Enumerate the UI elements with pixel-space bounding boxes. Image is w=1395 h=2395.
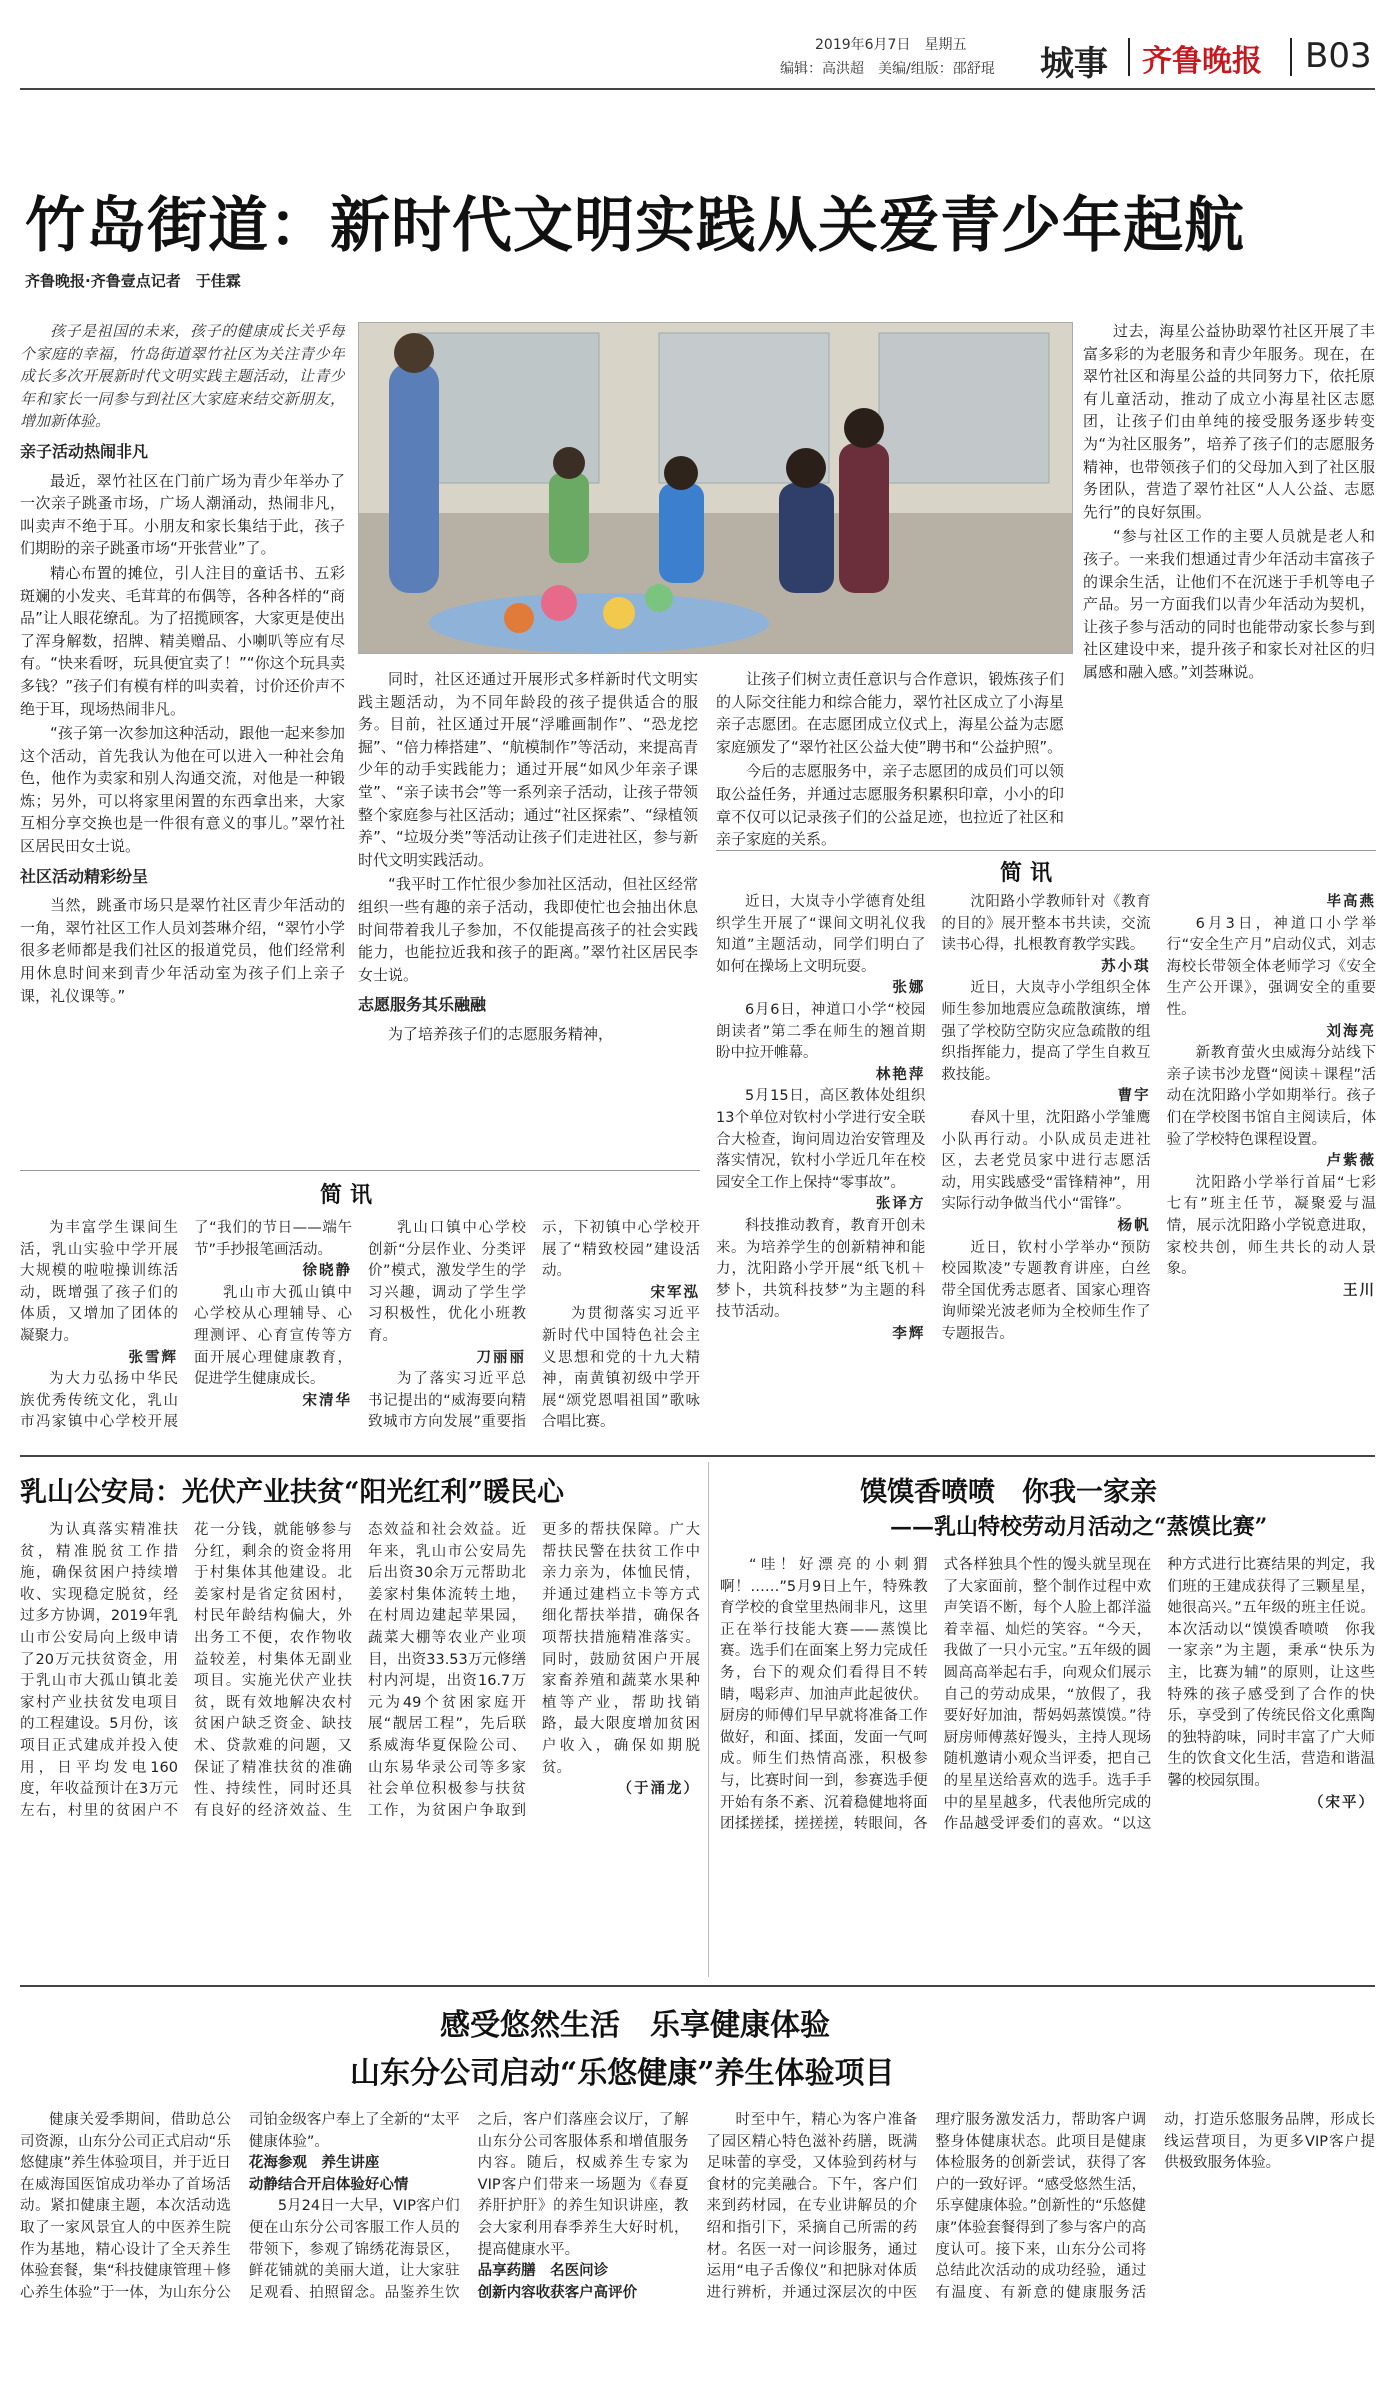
section-name: 城事 [1040, 44, 1108, 84]
brief-author: 李辉 [892, 1325, 926, 1342]
brief-author: 张译方 [875, 1196, 926, 1213]
brief-author: 宋清华 [302, 1392, 352, 1409]
brief-author: 徐晓静 [302, 1263, 352, 1280]
subheading: 花海参观 养生讲座 [248, 2155, 380, 2172]
paragraph: 过去，海星公益协助翠竹社区开展了丰富多彩的为老服务和青少年服务。现在，在翠竹社区和海星公益的共同努力下，依托原有儿童活动，推动了成立小海星社区志愿团，让孩子们由单纯的接受服务逐步转变为“为社区服务”，培养了孩子们的志愿服务精神，也带领孩子们的父母加入到了社区服务团队，营造了翠竹社区“人人公益、志愿先行”的良好氛围。 [1083, 322, 1375, 521]
editor-credit: 编辑：高洪超 美编/组版：邵舒琨 [780, 61, 995, 77]
brief-item: 近日，大岚寺小学德育处组织学生开展了“课间文明礼仪我知道”主题活动，同学们明白了如何在操场上文明玩耍。 [716, 894, 926, 975]
newspaper-logo: 齐鲁晚报 [1142, 44, 1262, 79]
paragraph: 同时，社区还通过开展形式多样新时代文明实践主题活动，为不同年龄段的孩子提供适合的服务。目前，社区通过开展“浮雕画制作”、“恐龙挖掘”、“倍力棒搭建”、“航模制作”等活动，来提高青少年的动手实践能力；通过开展“如风少年亲子课堂”、“亲子读书会”等一系列亲子活动，让孩子带领整个家庭参与社区活动；通过“社区探索”、“绿植领养”、“垃圾分类”等活动让孩子们走进社区，参与新时代文明实践活动。 [358, 670, 698, 869]
brief-author: 卢紫薇 [1326, 1153, 1376, 1170]
paragraph: 最近，翠竹社区在门前广场为青少年举办了一次亲子跳蚤市场，广场人潮涌动，热闹非凡，叫卖声不绝于耳。小朋友和家长集结于此，孩子们期盼的亲子跳蚤市场“开张营业”了。 [20, 471, 345, 558]
article-column-1 [20, 320, 345, 1170]
photo-illustration [359, 323, 1073, 654]
subheading: 创新内容收获客户高评价 [477, 2284, 638, 2301]
paragraph: 当然，跳蚤市场只是翠竹社区青少年活动的一角，翠竹社区工作人员刘荟琳介绍，“翠竹小学很多老师都是我们社区的报道党员，他们经常利用休息时间来到青少年活动室为孩子们上亲子课，礼仪课等。” [20, 896, 345, 1005]
paragraph: “参与社区工作的主要人员就是老人和孩子。一来我们想通过青少年活动丰富孩子的课余生活，让他们不在沉迷于手机等电子产品。另一方面我们以青少年活动为契机，让孩子参与活动的同时也能带动家长参与到社区建设中来，提升孩子和家长对社区的归属感和融入感。”刘荟琳说。 [1083, 527, 1375, 681]
brief-author: 刘海亮 [1326, 1023, 1376, 1040]
article-column-4 [1083, 320, 1375, 840]
paragraph: 为了培养孩子们的志愿服务精神， [388, 1024, 614, 1043]
subheading: 品享药膳 名医问诊 [477, 2263, 609, 2280]
header-divider [1128, 38, 1130, 76]
brief-author: 王川 [1342, 1282, 1376, 1299]
paragraph: 让孩子们树立责任意识与合作意识，锻炼孩子们的人际交往能力和综合能力，翠竹社区成立了小海星亲子志愿团。在志愿团成立仪式上，海星公益为志愿家庭颁发了“翠竹社区公益大使”聘书和“公益护照”。 [716, 670, 1064, 756]
paragraph: “孩子第一次参加这种活动，跟他一起来参加这个活动，首先我认为他在可以进入一种社会角色，他作为卖家和别人沟通交流，对他是一种锻炼；另外，可以将家里闲置的东西拿出来，大家互相分享交换也是一件很有意义的事儿。”翠竹社区居民田女士说。 [20, 724, 345, 856]
paragraph: “哇！好漂亮的小刺猬啊！……”5月9日上午，特殊教育学校的食堂里热闹非凡，这里正在举行技能大赛——蒸馍比赛。选手们在面案上努力完成任务，台下的观众们看得目不转睛，喝彩声、加油声此起彼伏。厨房的师傅们早早就将准备工作做好，和面、揉面，发面一气呵成。师生们热情高涨，积极参与，比赛时间一到，参赛选手便开始有条不紊、沉着稳健地将面团揉搓揉，搓搓搓，转眼间，各式各样独具个性的馒头就呈现在了大家面前，整个制作过程中欢声笑语不断，每个人脸上都洋溢着幸福、灿烂的笑容。“今天，我做了一只小元宝。”五年级的圆圆高高举起右手，向观众们展示自己的劳动成果，“放假了，我要好好加油，帮妈妈蒸馍馍。”待厨房师傅蒸好馒头，主持人现场随机邀请小观众当评委，把自己的星星送给喜欢的选手。选手手中的星星越多，代表他所完成的作品越受评委们的喜欢。“以这种方式进行比赛结果的判定，我们班的王建成获得了三颗星星，她很高兴。”五年级的班主任说。本次活动以“馍馍香喷喷 你我一家亲”为主题，秉承“快乐为主，比赛为辅”的原则，让这些特殊的孩子感受到了合作的快乐，享受到了传统民俗文化熏陶的独特韵味，同时丰富了广大师生的饮食文化生活，营造和谐温馨的校园氛围。 [720, 1557, 1375, 1833]
article-column-2 [358, 668, 698, 1160]
brief-rule [20, 1170, 700, 1171]
brief-author: 毕高燕 [1326, 894, 1376, 910]
brief-author: 宋军泓 [650, 1284, 700, 1301]
brief-rule [716, 850, 1376, 851]
article-subtitle: ——乳山特校劳动月活动之“蒸馍比赛” [890, 1514, 1268, 1540]
subheading: 动静结合开启体验好心情 [248, 2176, 409, 2193]
paragraph: 精心布置的摊位，引人注目的童话书、五彩斑斓的小发夹、毛茸茸的布偶等，各种各样的“商品”让人眼花缭乱。为了招揽顾客，大家更是使出了浑身解数，招牌、精美赠品、小喇叭等应有尽有。“快来看呀，玩具便宜卖了！”“你这个玩具卖多钱？”孩子们有模有样的叫卖着，讨价还价声不绝于耳，现场热闹非凡。 [20, 563, 345, 718]
brief-item: 为贯彻落实习近平新时代中国特色社会主义思想和党的十九大精神，南黄镇初级中学开展“颂党恩唱祖国”歌咏合唱比赛。 [542, 1306, 700, 1431]
brief-author: 苏小琪 [1101, 958, 1151, 975]
brief-item: 为丰富学生课间生活，乳山实验中学开展大规模的啦啦操训练活动，既增强了孩子们的体质，又增加了团体的凝聚力。 [20, 1220, 178, 1344]
page-number: B03 [1305, 36, 1372, 76]
briefs-right [716, 892, 1376, 1437]
section-rule [20, 1455, 1375, 1457]
brief-item: 沈阳路小学举行首届“七彩七有”班主任节，凝聚爱与温情，展示沈阳路小学锐意进取，家校共创，师生共长的动人景象。 [1166, 1174, 1376, 1278]
brief-author: 林艳萍 [875, 1066, 926, 1083]
article-headline: 竹岛街道：新时代文明实践从关爱青少年起航 [25, 191, 1245, 261]
article-body [20, 1520, 700, 1975]
paragraph: 时至中午，精心为客户准备了园区精心特色滋补药膳，既满足味蕾的享受，又体验到药材与食材的完美融合。下午，客户们来到药材园，在专业讲解员的介绍和指引下，采摘自己所需的药材。名医一对一问诊服务，通过运用“电子舌像仪”和把脉对体质进行辨析，并通过深层次的中医理疗服务激发活力，帮助客户调整身体健康状态。此项目是健康体检服务的创新尝试，获得了客户的一致好评。“感受悠然生活，乐享健康体验。”创新性的“乐悠健康”体验套餐得到了参与客户的高度认可。接下来，山东分公司将总结此次活动的成功经验，通过有温度、有新意的健康服务活动，打造乐悠服务品牌，形成长线运营项目，为更多VIP客户提供极致服务体验。 [706, 2112, 1375, 2301]
brief-item: 为大力弘扬中华民族优秀传统文化，乳山市冯家镇中心学校开展了“我们的节日——端午节”手抄报笔画活动。 [20, 1220, 352, 1431]
article-column-3 [716, 668, 1064, 848]
subheading: 亲子活动热闹非凡 [20, 441, 149, 461]
article-author: （于涌龙） [617, 1781, 700, 1798]
brief-author: 刀丽丽 [476, 1349, 526, 1366]
brief-author: 张雪辉 [128, 1349, 178, 1366]
paragraph: 今后的志愿服务中，亲子志愿团的成员们可以领取公益任务，并通过志愿服务积累积印章，小小的印章不仅可以记录孩子们的公益足迹，也拉近了社区和亲子家庭的关系。 [716, 762, 1064, 848]
article-lead: 孩子是祖国的未来，孩子的健康成长关乎每个家庭的幸福，竹岛街道翠竹社区为关注青少年成长多次开展新时代文明实践主题活动，让青少年和家长一同参与到社区大家庭来结交新朋友，增加新体验。 [20, 322, 345, 431]
brief-item: 春风十里，沈阳路小学雏鹰小队再行动。小队成员走进社区，去老党员家中进行志愿活动，用实践感受“雷锋精神”，用实际行动争做当代小“雷锋”。 [941, 1109, 1151, 1213]
brief-author: 杨帆 [1117, 1217, 1151, 1234]
brief-item: 乳山市大孤山镇中心学校从心理辅导、心理测评、心育宣传等方面开展心理健康教育，促进学生健康成长。 [194, 1284, 352, 1388]
brief-item: 为了落实习近平总书记提出的“威海要向精致城市方向发展”重要指示，下初镇中心学校开展了“精致校园”建设活动。 [368, 1220, 700, 1431]
article-headline: 乳山公安局：光伏产业扶贫“阳光红利”暖民心 [20, 1477, 565, 1508]
article-body [20, 2110, 1375, 2385]
brief-item: 沈阳路小学教师针对《教育的目的》展开整本书共读，交流读书心得，扎根教育教学实践。 [941, 894, 1151, 954]
paragraph: 5月24日一大早，VIP客户们便在山东分公司客服工作人员的带领下，参观了锦绣花海景区，鲜花铺就的美丽大道，让大家驻足观看、拍照留念。品鉴养生饮之后，客户们落座会议厅，了解山东分公司客服体系和增值服务内容。随后，权威养生专家为VIP客户们带来一场题为《春夏养肝护肝》的养生知识讲座，教会大家利用春季养生大好时机，提高健康水平。 [248, 2112, 689, 2301]
brief-author: 张娜 [892, 980, 926, 997]
header-rule [20, 88, 1375, 90]
brief-item: 近日，大岚寺小学组织全体师生参加地震应急疏散演练，增强了学校防空防灾应急疏散的组织指挥能力，提高了学生自救互救技能。 [941, 980, 1151, 1083]
section-rule [20, 1985, 1375, 1987]
paragraph: 健康关爱季期间，借助总公司资源，山东分公司正式启动“乐悠健康”养生体验项目，并于近日在威海国医馆成功举办了首场活动。紧扣健康主题，本次活动选取了一家风景宜人的中医养生院作为基地，精心设计了全天养生体验套餐，集“科技健康管理＋修心养生体验”于一体，为山东分公司铂金级客户奉上了全新的“太平健康体验”。 [20, 2112, 460, 2301]
brief-author: 曹宇 [1117, 1088, 1151, 1105]
issue-date: 2019年6月7日 星期五 [815, 37, 967, 53]
briefs-title: 简讯 [1000, 861, 1061, 886]
brief-item: 6月3日，神道口小学举行“安全生产月”启动仪式，刘志海校长带领全体老师学习《安全生产公开课》，强调安全的重要性。 [1166, 915, 1376, 1018]
brief-item: 6月6日，神道口小学“校园朗读者”第二季在师生的翘首期盼中拉开帷幕。 [716, 1001, 926, 1062]
article-headline: 山东分公司启动“乐悠健康”养生体验项目 [350, 2056, 895, 2091]
article-headline: 馍馍香喷喷 你我一家亲 [860, 1477, 1157, 1508]
article-author: （宋平） [1308, 1794, 1375, 1811]
subheading: 志愿服务其乐融融 [358, 995, 487, 1015]
brief-item: 5月15日，高区教体处组织13个单位对钦村小学进行安全联合大检查，询问周边治安管理及落实情况，钦村小学近几年在校园安全工作上保持“零事故”。 [716, 1088, 926, 1191]
article-body [720, 1555, 1375, 1975]
article-byline: 齐鲁晚报·齐鲁壹点记者 于佳霖 [25, 272, 241, 290]
children-flea-market-photo [358, 322, 1073, 654]
brief-item: 乳山口镇中心学校创新“分层作业、分类评价”模式，激发学生的学习兴趣，调动了学生学习积极性，优化小班教育。 [368, 1220, 526, 1344]
header-divider [1290, 38, 1292, 76]
article-headline: 感受悠然生活 乐享健康体验 [440, 2008, 830, 2043]
subheading: 社区活动精彩纷呈 [20, 866, 149, 886]
brief-item: 科技推动教育，教育开创未来。为培养学生的创新精神和能力，沈阳路小学开展“纸飞机＋梦卜，共筑科技梦”为主题的科技节活动。 [716, 1217, 926, 1321]
paragraph: “我平时工作忙很少参加社区活动，但社区经常组织一些有趣的亲子活动，我即使忙也会抽出休息时间带着我儿子参加，不仅能提高孩子的社会实践能力，也能拉近我和孩子的距离。”翠竹社区居民李女士说。 [358, 875, 698, 984]
briefs-title: 简讯 [320, 1183, 381, 1208]
brief-item: 新教育萤火虫威海分站线下亲子读书沙龙暨“阅读＋课程”活动在沈阳路小学如期举行。孩子们在学校图书馆自主阅读后，体验了学校特色课程设置。 [1166, 1045, 1376, 1148]
briefs-left [20, 1218, 700, 1446]
column-divider [708, 1462, 709, 1977]
paragraph: 为认真落实精准扶贫，精准脱贫工作措施，确保贫困户持续增收、实现稳定脱贫，经过多方协调，2019年乳山市公安局向上级申请了20万元扶贫资金，用于乳山市大孤山镇北姜家村产业扶贫发电项目的工程建设。5月份，该项目正式建成并投入使用，日平均发电160度，年收益预计在3万元左右，村里的贫困户不花一分钱，就能够参与分红，剩余的资金将用于村集体其他建设。北姜家村是省定贫困村，村民年龄结构偏大，外出务工不便，农作物收益较差，村集体无副业项目。实施光伏产业扶贫，既有效地解决农村贫困户缺乏资金、缺技术、贷款难的问题，又保证了精准扶贫的准确性、持续性，同时还具有良好的经济效益、生态效益和社会效益。近年来，乳山市公安局先后出资30余万元帮助北姜家村集体流转土地，在村周边建起苹果园，蔬菜大棚等农业产业项目，出资33.53万元修缮村内河堤，出资16.7万元为49个贫困家庭开展“靓居工程”，先后联系威海华夏保险公司、山东易华录公司等多家社会单位积极参与扶贫工作，为贫困户争取到更多的帮扶保障。广大帮扶民警在扶贫工作中亲力亲为，体恤民情，并通过建档立卡等方式细化帮扶举措，确保各项帮扶措施精准落实。同时，鼓励贫困户开展家畜养殖和蔬菜水果种植等产业，帮助找销路，最大限度增加贫困户收入，确保如期脱贫。 [20, 1522, 700, 1819]
brief-item: 近日，钦村小学举办“预防校园欺凌”专题教育讲座，白丝带全国优秀志愿者、国家心理咨询师梁光波老师为全校师生作了专题报告。 [941, 1239, 1151, 1342]
